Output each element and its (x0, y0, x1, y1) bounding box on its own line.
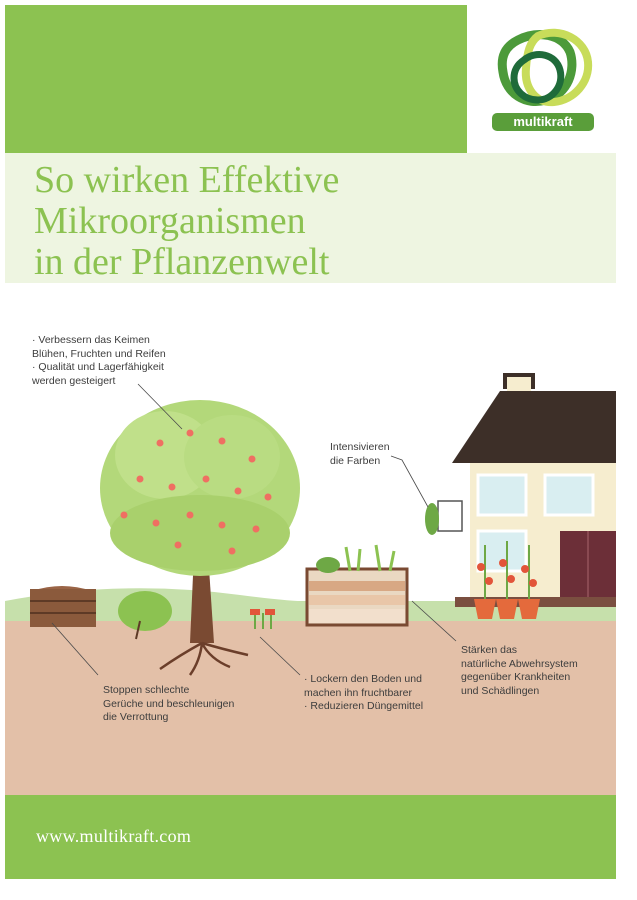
title-line: in der Pflanzenwelt (34, 241, 330, 283)
annotation-line: Blühen, Fruchten und Reifen (32, 347, 166, 360)
page-title (34, 160, 339, 283)
annotation-line: werden gesteigert (32, 374, 116, 387)
annotation-line: Stoppen schlechte (103, 684, 190, 696)
annotation-line: · Lockern den Boden und (304, 673, 422, 685)
annotation-line: · Reduzieren Düngemittel (304, 700, 424, 712)
top-green-band (5, 5, 467, 153)
annotation-compost (103, 684, 234, 725)
annotation-line: Intensivieren (330, 441, 390, 453)
house-icon (425, 373, 616, 607)
annotation-soil (304, 673, 423, 714)
title-line: So wirken Effektive (34, 159, 340, 201)
annotation-line: Gerüche und beschleunigen (103, 697, 235, 710)
annotation-line: Stärken das (461, 644, 518, 656)
annotation-line: · Verbessern das Keimen (32, 334, 150, 346)
annotation-line: gegenüber Krankheiten (461, 671, 571, 683)
footer-url-link[interactable]: www.multikraft.com (36, 826, 192, 846)
raised-bed-icon (307, 545, 407, 625)
compost-crate-icon (30, 586, 96, 627)
annotation-defense (461, 644, 578, 698)
annotation-tree (32, 334, 166, 388)
annotation-line: · Qualität und Lagerfähigkeit (32, 361, 164, 373)
annotation-line: und Schädlingen (461, 684, 540, 697)
annotation-line: die Verrottung (103, 711, 169, 723)
annotation-colors (330, 441, 390, 468)
title-line: Mikroorganismen (34, 200, 306, 242)
annotation-line: natürliche Abwehrsystem (461, 657, 578, 670)
annotation-line: machen ihn fruchtbarer (304, 686, 412, 699)
annotation-line: die Farben (330, 454, 381, 467)
brand-wordmark: multikraft (492, 113, 594, 131)
